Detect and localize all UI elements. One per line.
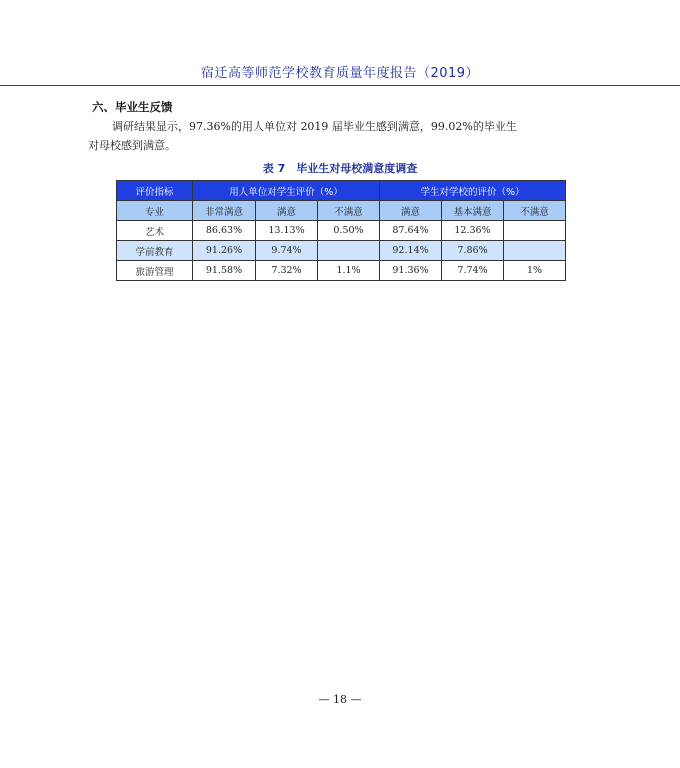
table-row (117, 241, 566, 261)
table-cell: 91.26% (193, 241, 256, 261)
table-cell: 12.36% (442, 221, 504, 241)
subheader-cell: 基本满意 (442, 201, 504, 221)
table-cell: 7.86% (442, 241, 504, 261)
paragraph-line-2: 对母校感到满意。 (88, 139, 176, 152)
table-cell: 9.74% (256, 241, 318, 261)
table-cell: 1.1% (318, 261, 380, 281)
table-cell: 91.36% (380, 261, 442, 281)
table-cell (504, 221, 566, 241)
table-header-row (117, 181, 566, 201)
table-cell: 0.50% (318, 221, 380, 241)
subheader-cell: 不满意 (504, 201, 566, 221)
table-row (117, 261, 566, 281)
table-cell: 86.63% (193, 221, 256, 241)
report-header-title: 宿迁高等师范学校教育质量年度报告（2019） (200, 66, 480, 81)
table-cell: 92.14% (380, 241, 442, 261)
subheader-cell: 满意 (380, 201, 442, 221)
table-cell: 87.64% (380, 221, 442, 241)
header-cell: 评价指标 (117, 181, 193, 201)
table-cell: 13.13% (256, 221, 318, 241)
table-cell: 7.32% (256, 261, 318, 281)
table-cell: 91.58% (193, 261, 256, 281)
table-caption: 表 7 毕业生对母校满意度调查 (262, 162, 418, 175)
header-divider (0, 85, 680, 86)
table-cell: 艺术 (117, 221, 193, 241)
subheader-cell: 专业 (117, 201, 193, 221)
table-row (117, 221, 566, 241)
subheader-cell: 非常满意 (193, 201, 256, 221)
paragraph-line-1: 调研结果显示，97.36%的用人单位对 2019 届毕业生感到满意，99.02%的毕业生 (112, 120, 517, 133)
header-cell: 学生对学校的评价（%） (380, 181, 566, 201)
table-cell: 旅游管理 (117, 261, 193, 281)
body-paragraph (88, 117, 608, 155)
table-cell: 1% (504, 261, 566, 281)
header-cell: 用人单位对学生评价（%） (193, 181, 380, 201)
table-cell: 学前教育 (117, 241, 193, 261)
satisfaction-table (116, 180, 566, 281)
subheader-cell: 不满意 (318, 201, 380, 221)
section-heading: 六、毕业生反馈 (92, 100, 173, 114)
table-cell (504, 241, 566, 261)
table-cell (318, 241, 380, 261)
page-number: — 18 — (318, 693, 362, 706)
table-subheader-row (117, 201, 566, 221)
table-cell: 7.74% (442, 261, 504, 281)
subheader-cell: 满意 (256, 201, 318, 221)
